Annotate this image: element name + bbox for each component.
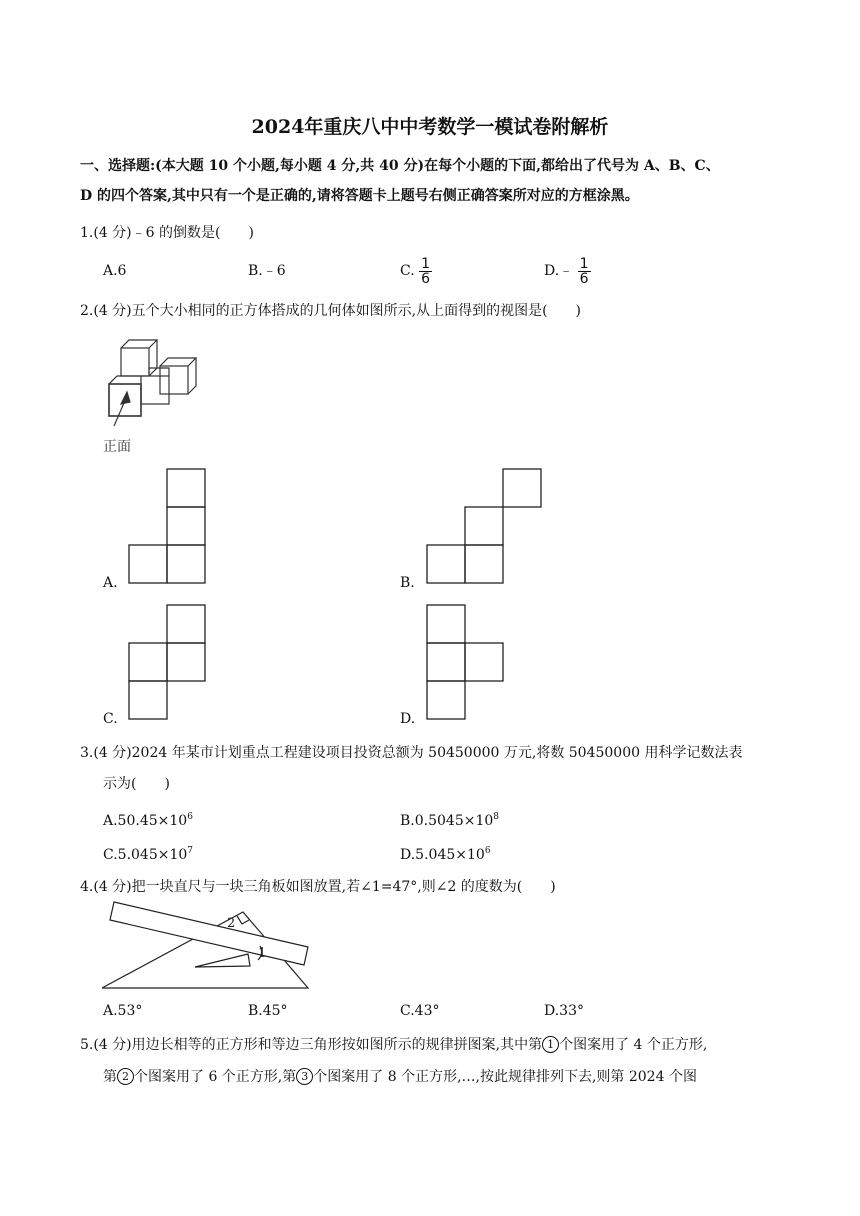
circled-number-2: 2 [117,1068,134,1085]
q3-option-d: $D.5.045\times 10^6$ [400,846,491,863]
q2-option-b-figure [426,468,544,586]
q3-option-c: $C.5.045\times 10^7$ [103,846,194,863]
q3-option-b: $B.0.5045\times 10^8$ [400,812,500,829]
q4-option-d: D.33° [544,1003,584,1019]
q4-angle2-label: 2 [227,916,236,931]
q5-stem-line2: 第 2 个图案用了 6 个正方形,第 3 个图案用了 8 个正方形,…,按此规律排列下去,则第 2024 个图 [103,1069,697,1085]
q4-stem: 4.(4 分)把一块直尺与一块三角板如图放置,若∠1=47°,则∠2 的度数为( ) [80,879,556,895]
section-instructions-line2: D 的四个答案,其中只有一个是正确的,请将答题卡上题号右侧正确答案所对应的方框涂黑。 [80,188,639,204]
q1-option-d: D.﹣ $\frac{1}{6}$ [544,255,589,287]
q1-option-a: A.6 [103,263,127,279]
q3-stem-line2: 示为( ) [103,776,170,792]
q4-ruler-triangle-figure [100,900,312,992]
q1-d-fraction: $\frac{1}{6}$ [579,255,589,287]
q2-front-label: 正面 [103,439,131,455]
q4-option-a: A.53° [103,1003,143,1019]
q2-option-a-figure [128,468,208,586]
q3-option-a: $A.50.45\times 10^6$ [103,812,193,829]
q3-stem-line1: 3.(4 分)2024 年某市计划重点工程建设项目投资总额为 50450000 万元,将数 50450000 用科学记数法表 [80,745,743,761]
q1-option-c: C. $\frac{1}{6}$ [400,255,431,287]
q4-option-b: B.45° [248,1003,288,1019]
q1-stem: 1.(4 分)﹣6 的倒数是( ) [80,225,254,241]
page-title: 2024年重庆八中中考数学一模试卷附解析 [251,116,609,138]
q5-stem-line1: 5.(4 分)用边长相等的正方形和等边三角形按如图所示的规律拼图案,其中第 1 个图案用了 4 个正方形, [80,1037,708,1053]
q1-c-fraction: $\frac{1}{6}$ [421,255,431,287]
q2-cube-figure [96,334,216,458]
q2-option-a: A. [103,575,118,591]
q2-option-d: D. [400,711,416,727]
q2-option-b: B. [400,575,415,591]
q4-option-c: C.43° [400,1003,440,1019]
section-instructions-line1: 一、选择题:(本大题 10 个小题,每小题 4 分,共 40 分)在每个小题的下面,都给出了代号为 A、B、C、 [80,158,720,174]
q2-option-d-figure [426,604,506,722]
q2-stem: 2.(4 分)五个大小相同的正方体搭成的几何体如图所示,从上面得到的视图是( ) [80,303,582,319]
q2-option-c: C. [103,711,118,727]
q2-option-c-figure [128,604,208,722]
circled-number-1: 1 [542,1036,559,1053]
q4-angle1-label: 1 [258,946,267,961]
circled-number-3: 3 [296,1068,313,1085]
q1-option-b: B.﹣6 [248,263,286,279]
